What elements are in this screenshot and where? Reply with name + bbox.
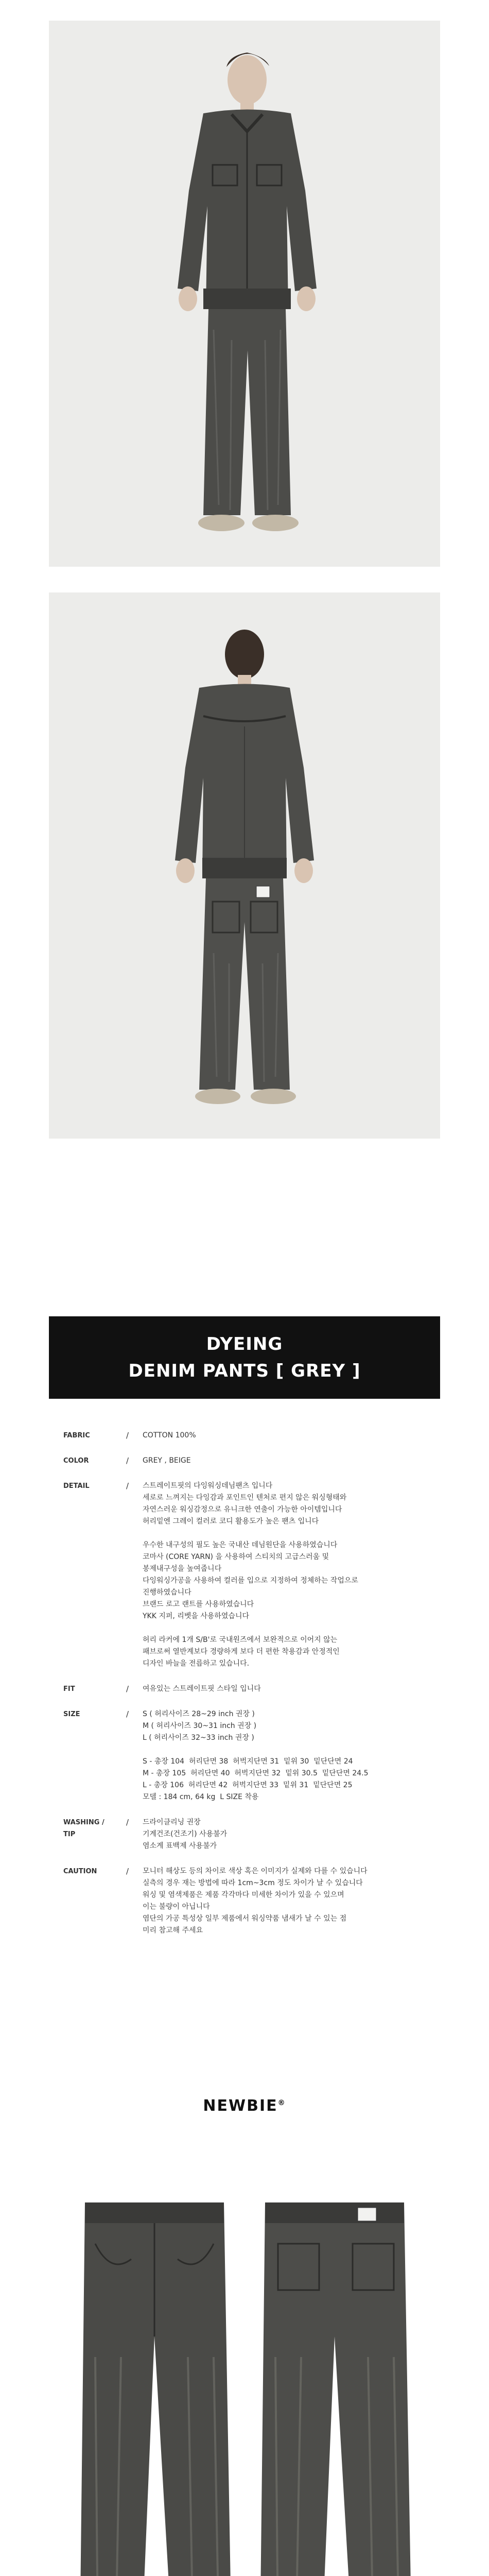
spec-value: GREY , BEIGE: [143, 1456, 191, 1465]
spec-label: FIT: [63, 1685, 75, 1693]
product-spec-list: [49, 1430, 440, 1950]
product-title-line1: DYEING: [206, 1334, 283, 1354]
spec-separator: /: [126, 1709, 129, 1719]
spec-row-fabric: [49, 1430, 440, 1442]
spec-value: 모니터 해상도 등의 차이로 색상 혹은 이미지가 실제와 다를 수 있습니다 실측의 경우 재는 방법에 따라 1cm~3cm 정도 차이가 날 수 있습니다 워싱 및 염색제품은 제품 각각마다 미세한 차이가 있을 수 있으며 이는 불량이 아닙니다 염단의 가공 특성상 일부 제품에서 워싱약품 냄새가 날 수 있는 점 미리 참고해 주세요: [143, 1867, 368, 1935]
spec-value: S ( 허리사이즈 28~29 inch 권장 ) M ( 허리사이즈 30~31 inch 권장 ) L ( 허리사이즈 32~33 inch 권장 ) S - 총장 104 허리단면 38 허벅지단면 31 밑위 30 밑단단면 24 M - 총장 105 허리단면 40 허벅지단면 32 밑위 30.5 밑단단면 24.5 L - 총장 106 허리단면 42 허벅지단면 33 밑위 31 밑단단면 25 모델 : 184 cm, 64 kg L SIZE 착용: [143, 1710, 369, 1801]
spec-row-color: [49, 1455, 440, 1467]
spec-row-caution: [49, 1866, 440, 1937]
spec-label: FABRIC: [63, 1432, 90, 1439]
spec-row-detail: [49, 1480, 440, 1670]
model-photo-back: [49, 592, 440, 1139]
spec-separator: /: [126, 1867, 129, 1876]
spec-value: 스트레이트핏의 다잉워싱데님팬츠 입니다 세로로 느껴지는 다잉감과 포인트인 텐처로 편지 않은 워싱형태와 자연스러운 워싱감정으로 유니크한 연출이 가능한 아이템입니다 허리밑엔 그레이 컬러로 코디 활용도가 높은 팬츠 입니다 우수한 내구성의 필도 높은 국내산 데님원단을 사용하였습니다 코마사 (CORE YARN) 을 사용하여 스티치의 고급스러움 및 봉제내구성을 높여줍니다 다잉워싱가공을 사용하여 컬러를 입으로 지정하여 정체하는 작업으로 진행하였습니다 브랜드 로고 랜트를 사용하였습니다 YKK 지퍼, 리벳을 사용하였습니다 허리 라커에 1개 S/B'로 국내원즈에서 보완적으로 이어지 않는 패브로써 열반계보다 경량하게 보다 더 편한 착용감과 안정적인 디자인 바늘을 전릅하고 있습니다.: [143, 1482, 358, 1668]
spec-label: COLOR: [63, 1457, 89, 1465]
spec-value: 여유있는 스트레이트핏 스타일 입니다: [143, 1685, 261, 1693]
product-title-line2: DENIM PANTS [ GREY ]: [128, 1361, 361, 1381]
flat-lay-pants: [49, 2141, 440, 2576]
spec-value: COTTON 100%: [143, 1431, 196, 1439]
spec-separator: /: [126, 1818, 129, 1827]
spec-label: DETAIL: [63, 1482, 90, 1490]
brand-logo-text: NEWBIE: [203, 2097, 278, 2115]
brand-logo-mark: ®: [277, 2099, 286, 2107]
spec-separator: /: [126, 1456, 129, 1465]
spec-label: CAUTION: [63, 1868, 97, 1875]
spec-row-fit: [49, 1683, 440, 1695]
spec-separator: /: [126, 1481, 129, 1490]
spec-label: WASHING / TIP: [63, 1819, 104, 1838]
spec-separator: /: [126, 1431, 129, 1440]
spec-row-size: [49, 1708, 440, 1803]
spec-label: SIZE: [63, 1710, 80, 1718]
spec-value: 드라이클리닝 권장 기계건조(건조기) 사용불가 염소계 표백제 사용불가: [143, 1818, 228, 1850]
product-title-bar: [49, 1316, 440, 1399]
spec-row-washing: [49, 1817, 440, 1852]
model-photo-front: [49, 21, 440, 567]
brand-logo: [0, 2097, 489, 2115]
spec-separator: /: [126, 1684, 129, 1693]
